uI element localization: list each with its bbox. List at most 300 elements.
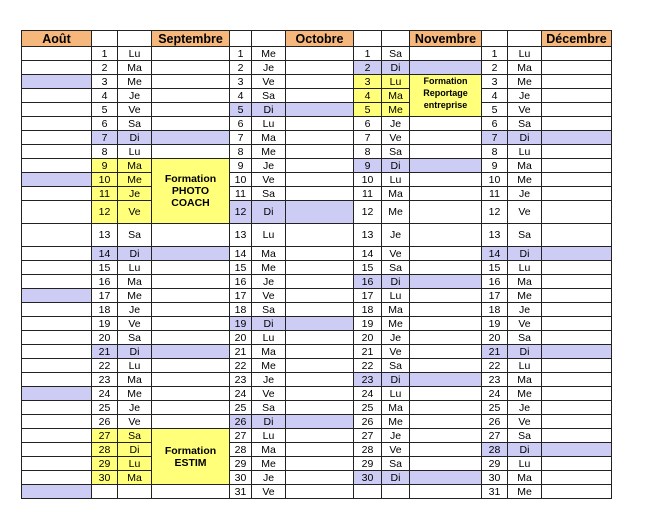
day-number: 15 (354, 261, 382, 275)
calendar-row (22, 443, 612, 457)
day-name: Lu (508, 359, 542, 373)
spacer-cell (22, 443, 92, 457)
header-spacer (230, 31, 252, 47)
day-number: 16 (230, 275, 252, 289)
calendar-row (22, 303, 612, 317)
spacer-cell (542, 485, 612, 499)
spacer-cell (152, 103, 230, 117)
event-label: Formation PHOTO COACH (152, 159, 230, 224)
day-name: Me (508, 485, 542, 499)
spacer-cell (286, 303, 354, 317)
day-name: Ve (118, 201, 152, 224)
spacer-cell (410, 187, 482, 201)
day-name: Ve (508, 201, 542, 224)
spacer-cell (542, 61, 612, 75)
day-number: 23 (230, 373, 252, 387)
day-number: 15 (92, 261, 118, 275)
day-number: 26 (482, 415, 508, 429)
spacer-cell (152, 485, 230, 499)
day-name: Di (118, 443, 152, 457)
spacer-cell (22, 89, 92, 103)
day-name: Di (382, 373, 410, 387)
day-number: 7 (92, 131, 118, 145)
spacer-cell (22, 415, 92, 429)
day-number: 23 (354, 373, 382, 387)
day-number: 29 (354, 457, 382, 471)
day-number: 2 (92, 61, 118, 75)
spacer-cell (22, 317, 92, 331)
spacer-cell (542, 373, 612, 387)
day-name: Me (252, 145, 286, 159)
spacer-cell (22, 131, 92, 145)
day-name: Ve (252, 387, 286, 401)
spacer-cell (22, 331, 92, 345)
spacer-cell (410, 401, 482, 415)
day-number: 8 (230, 145, 252, 159)
day-number: 9 (92, 159, 118, 173)
spacer-cell (410, 47, 482, 61)
day-number: 25 (482, 401, 508, 415)
spacer-cell (410, 331, 482, 345)
month-header-novembre: Novembre (410, 31, 482, 47)
spacer-cell (410, 247, 482, 261)
day-name: Lu (382, 173, 410, 187)
day-number: 13 (482, 224, 508, 247)
calendar-row (22, 261, 612, 275)
day-name: Ve (118, 415, 152, 429)
spacer-cell (22, 485, 92, 499)
day-number: 22 (230, 359, 252, 373)
spacer-cell (410, 117, 482, 131)
day-name: Ve (382, 247, 410, 261)
spacer-cell (22, 173, 92, 187)
day-name: Sa (508, 331, 542, 345)
month-header-row (22, 31, 612, 47)
day-name: Sa (118, 224, 152, 247)
day-name: Sa (382, 145, 410, 159)
day-name: Lu (508, 457, 542, 471)
day-number: 6 (482, 117, 508, 131)
day-name: Ve (382, 443, 410, 457)
day-number: 16 (482, 275, 508, 289)
spacer-cell (542, 317, 612, 331)
day-number: 30 (92, 471, 118, 485)
spacer-cell (286, 75, 354, 89)
day-name: Ve (382, 131, 410, 145)
day-number: 24 (230, 387, 252, 401)
spacer-cell (542, 443, 612, 457)
spacer-cell (542, 247, 612, 261)
day-number: 6 (354, 117, 382, 131)
day-number: 14 (354, 247, 382, 261)
day-number: 17 (482, 289, 508, 303)
spacer-cell (22, 387, 92, 401)
spacer-cell (542, 75, 612, 89)
month-header-aout: Août (22, 31, 92, 47)
spacer-cell (22, 429, 92, 443)
day-name: Je (252, 159, 286, 173)
spacer-cell (152, 131, 230, 145)
day-number: 5 (354, 103, 382, 117)
spacer-cell (22, 373, 92, 387)
header-spacer (354, 31, 382, 47)
spacer-cell (22, 103, 92, 117)
day-number: 2 (354, 61, 382, 75)
day-number: 23 (92, 373, 118, 387)
day-number: 8 (482, 145, 508, 159)
day-number: 3 (92, 75, 118, 89)
day-name: Ve (118, 317, 152, 331)
day-name: Je (382, 224, 410, 247)
day-name: Ma (252, 131, 286, 145)
spacer-cell (22, 47, 92, 61)
day-number: 18 (92, 303, 118, 317)
calendar-row (22, 187, 612, 201)
calendar-table (21, 30, 612, 499)
day-name: Me (508, 289, 542, 303)
day-number: 23 (482, 373, 508, 387)
spacer-cell (410, 345, 482, 359)
spacer-cell (22, 275, 92, 289)
spacer-cell (152, 261, 230, 275)
day-name: Sa (508, 117, 542, 131)
day-name: Me (118, 289, 152, 303)
day-number: 9 (230, 159, 252, 173)
day-name: Ma (118, 61, 152, 75)
day-number: 8 (354, 145, 382, 159)
day-name: Lu (382, 289, 410, 303)
day-number: 20 (482, 331, 508, 345)
spacer-cell (410, 387, 482, 401)
day-number: 21 (92, 345, 118, 359)
header-spacer (508, 31, 542, 47)
day-name: Sa (382, 261, 410, 275)
day-number: 26 (354, 415, 382, 429)
day-number: 1 (92, 47, 118, 61)
day-number: 3 (230, 75, 252, 89)
day-number: 28 (230, 443, 252, 457)
spacer-cell (286, 345, 354, 359)
day-name: Di (508, 247, 542, 261)
day-number: 12 (230, 201, 252, 224)
day-name: Je (252, 275, 286, 289)
day-name: Me (118, 75, 152, 89)
day-name: Lu (118, 261, 152, 275)
spacer-cell (286, 103, 354, 117)
day-name: Ve (508, 103, 542, 117)
day-number: 24 (482, 387, 508, 401)
spacer-cell (152, 247, 230, 261)
spacer-cell (22, 201, 92, 224)
day-number: 7 (354, 131, 382, 145)
day-name: Sa (118, 331, 152, 345)
day-number: 21 (482, 345, 508, 359)
day-name: Je (382, 429, 410, 443)
calendar-row (22, 47, 612, 61)
day-name: Di (508, 131, 542, 145)
day-number: 1 (482, 47, 508, 61)
spacer-cell (542, 331, 612, 345)
day-number: 1 (354, 47, 382, 61)
day-number: 26 (92, 415, 118, 429)
spacer-cell (286, 457, 354, 471)
spacer-cell (542, 345, 612, 359)
day-number: 10 (92, 173, 118, 187)
calendar-row (22, 275, 612, 289)
spacer-cell (542, 303, 612, 317)
day-name: Lu (508, 261, 542, 275)
day-name: Lu (252, 117, 286, 131)
event-label: Formation ESTIM (152, 429, 230, 485)
calendar-row (22, 345, 612, 359)
day-name: Ma (382, 401, 410, 415)
day-name: Ma (252, 247, 286, 261)
event-label: Formation Reportage entreprise (410, 75, 482, 117)
day-name: Je (508, 303, 542, 317)
spacer-cell (410, 415, 482, 429)
day-name: Je (118, 187, 152, 201)
day-name: Sa (382, 457, 410, 471)
day-number: 12 (354, 201, 382, 224)
spacer-cell (286, 131, 354, 145)
day-name: Sa (118, 117, 152, 131)
day-number: 25 (354, 401, 382, 415)
day-name: Lu (252, 331, 286, 345)
spacer-cell (542, 457, 612, 471)
spacer-cell (286, 471, 354, 485)
day-number: 29 (230, 457, 252, 471)
spacer-cell (286, 373, 354, 387)
calendar-row (22, 331, 612, 345)
spacer-cell (286, 173, 354, 187)
spacer-cell (410, 145, 482, 159)
spacer-cell (22, 345, 92, 359)
day-number: 22 (354, 359, 382, 373)
day-number: 16 (354, 275, 382, 289)
calendar-row (22, 159, 612, 173)
day-number: 21 (230, 345, 252, 359)
day-number: 26 (230, 415, 252, 429)
day-number: 17 (354, 289, 382, 303)
day-name: Ma (508, 275, 542, 289)
day-name: Sa (252, 401, 286, 415)
day-number: 22 (482, 359, 508, 373)
spacer-cell (542, 415, 612, 429)
day-name: Ve (382, 345, 410, 359)
calendar-row (22, 224, 612, 247)
day-name: Ma (508, 61, 542, 75)
spacer-cell (410, 429, 482, 443)
spacer-cell (542, 103, 612, 117)
day-number: 13 (230, 224, 252, 247)
spacer-cell (152, 303, 230, 317)
day-number: 4 (92, 89, 118, 103)
day-name: Je (252, 471, 286, 485)
day-number: 28 (354, 443, 382, 457)
spacer-cell (152, 317, 230, 331)
day-name: Je (508, 89, 542, 103)
day-name: Sa (252, 89, 286, 103)
day-name: Ve (118, 103, 152, 117)
spacer-cell (286, 331, 354, 345)
day-name: Lu (252, 224, 286, 247)
day-number (354, 485, 382, 499)
day-name: Lu (508, 47, 542, 61)
spacer-cell (286, 317, 354, 331)
day-number: 14 (482, 247, 508, 261)
spacer-cell (410, 131, 482, 145)
day-number: 8 (92, 145, 118, 159)
spacer-cell (410, 373, 482, 387)
day-number: 27 (354, 429, 382, 443)
day-name: Ve (252, 75, 286, 89)
spacer-cell (286, 247, 354, 261)
spacer-cell (410, 457, 482, 471)
spacer-cell (22, 75, 92, 89)
header-spacer (252, 31, 286, 47)
spacer-cell (542, 359, 612, 373)
day-name: Sa (382, 47, 410, 61)
day-number: 28 (482, 443, 508, 457)
day-name: Je (118, 303, 152, 317)
spacer-cell (286, 485, 354, 499)
spacer-cell (152, 75, 230, 89)
spacer-cell (542, 47, 612, 61)
day-name: Me (508, 173, 542, 187)
day-number: 12 (92, 201, 118, 224)
day-name: Ma (382, 187, 410, 201)
day-name: Ma (118, 159, 152, 173)
calendar-row (22, 89, 612, 103)
calendar-row (22, 201, 612, 224)
day-number: 5 (482, 103, 508, 117)
spacer-cell (410, 224, 482, 247)
month-header-decembre: Décembre (542, 31, 612, 47)
spacer-cell (542, 159, 612, 173)
day-name (118, 485, 152, 499)
day-name: Me (508, 387, 542, 401)
day-name: Lu (118, 145, 152, 159)
day-name: Ma (252, 345, 286, 359)
day-number: 7 (230, 131, 252, 145)
day-name: Di (118, 131, 152, 145)
calendar-row (22, 485, 612, 499)
day-number: 29 (92, 457, 118, 471)
spacer-cell (286, 201, 354, 224)
day-name: Di (382, 275, 410, 289)
spacer-cell (410, 289, 482, 303)
calendar-row (22, 61, 612, 75)
spacer-cell (410, 485, 482, 499)
day-name: Di (252, 201, 286, 224)
day-number: 13 (354, 224, 382, 247)
spacer-cell (542, 429, 612, 443)
day-number: 19 (92, 317, 118, 331)
header-spacer (118, 31, 152, 47)
spacer-cell (152, 415, 230, 429)
header-spacer (92, 31, 118, 47)
day-name: Me (252, 457, 286, 471)
calendar-row (22, 457, 612, 471)
spacer-cell (22, 145, 92, 159)
day-name: Ma (118, 373, 152, 387)
spacer-cell (152, 359, 230, 373)
day-number: 25 (230, 401, 252, 415)
day-name: Je (508, 401, 542, 415)
day-name: Ve (508, 317, 542, 331)
spacer-cell (152, 47, 230, 61)
day-name: Ma (508, 471, 542, 485)
day-name: Di (382, 471, 410, 485)
day-number: 5 (230, 103, 252, 117)
spacer-cell (410, 359, 482, 373)
calendar-row (22, 131, 612, 145)
day-name: Je (508, 187, 542, 201)
day-number: 21 (354, 345, 382, 359)
day-name: Je (118, 89, 152, 103)
day-name: Me (118, 387, 152, 401)
spacer-cell (286, 224, 354, 247)
day-name: Lu (508, 145, 542, 159)
day-number: 19 (354, 317, 382, 331)
spacer-cell (22, 303, 92, 317)
day-number: 31 (230, 485, 252, 499)
spacer-cell (22, 224, 92, 247)
day-name: Me (382, 415, 410, 429)
day-name: Di (118, 247, 152, 261)
day-name: Sa (508, 224, 542, 247)
day-name: Ve (252, 173, 286, 187)
spacer-cell (152, 61, 230, 75)
month-header-octobre: Octobre (286, 31, 354, 47)
spacer-cell (542, 289, 612, 303)
day-number (92, 485, 118, 499)
spacer-cell (152, 89, 230, 103)
day-name: Ma (508, 159, 542, 173)
spacer-cell (542, 187, 612, 201)
day-number: 11 (482, 187, 508, 201)
calendar-row (22, 75, 612, 89)
spacer-cell (286, 289, 354, 303)
calendar-row (22, 471, 612, 485)
spacer-cell (22, 61, 92, 75)
spacer-cell (152, 387, 230, 401)
spacer-cell (542, 401, 612, 415)
day-number: 10 (482, 173, 508, 187)
day-name: Lu (118, 359, 152, 373)
day-number: 4 (354, 89, 382, 103)
spacer-cell (286, 261, 354, 275)
calendar-row (22, 117, 612, 131)
day-number: 17 (92, 289, 118, 303)
day-name: Me (118, 173, 152, 187)
day-name: Di (382, 61, 410, 75)
day-name: Ma (382, 303, 410, 317)
spacer-cell (152, 331, 230, 345)
spacer-cell (542, 275, 612, 289)
day-number: 30 (230, 471, 252, 485)
calendar-row (22, 145, 612, 159)
day-name: Lu (252, 429, 286, 443)
day-name: Ma (118, 471, 152, 485)
day-name: Lu (382, 387, 410, 401)
spacer-cell (410, 61, 482, 75)
spacer-cell (22, 289, 92, 303)
spacer-cell (286, 159, 354, 173)
day-name: Me (252, 47, 286, 61)
day-number: 3 (354, 75, 382, 89)
day-name: Sa (252, 303, 286, 317)
